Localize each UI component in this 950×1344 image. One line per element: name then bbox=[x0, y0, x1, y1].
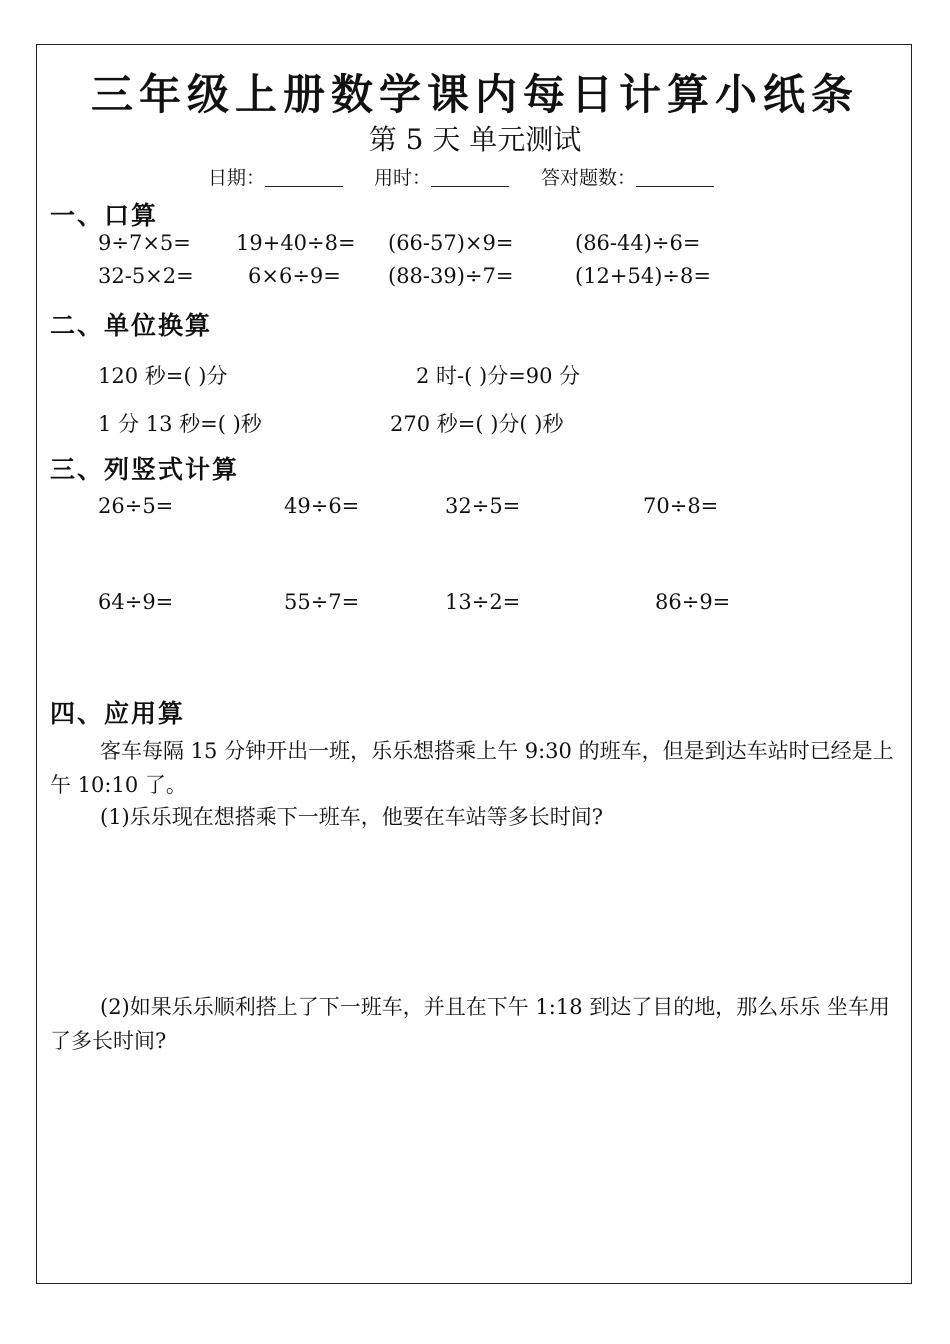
oral-item: (86-44)÷6= bbox=[575, 231, 701, 255]
page-subtitle: 第 5 天 单元测试 bbox=[368, 123, 582, 156]
conversion-item: 270 秒=( )分( )秒 bbox=[390, 412, 564, 436]
date-blank[interactable] bbox=[265, 168, 343, 187]
oral-item: 9÷7×5= bbox=[98, 231, 191, 255]
vertical-calc-item: 64÷9= bbox=[98, 590, 174, 614]
section-heading-vertical-calc: 三、列竖式计算 bbox=[50, 455, 240, 484]
conversion-item: 1 分 13 秒=( )秒 bbox=[98, 412, 262, 436]
conversion-item: 120 秒=( )分 bbox=[98, 364, 228, 388]
section-heading-unit-conversion: 二、单位换算 bbox=[50, 311, 213, 340]
correct-count-label: 答对题数： bbox=[541, 167, 637, 189]
time-label: 用时： bbox=[374, 167, 432, 189]
correct-count-field bbox=[541, 163, 714, 190]
page-title: 三年级上册数学课内每日计算小纸条 bbox=[90, 70, 859, 119]
vertical-calc-item: 70÷8= bbox=[643, 494, 719, 518]
section-heading-oral: 一、口算 bbox=[50, 201, 159, 230]
section-heading-word-problems: 四、应用算 bbox=[50, 699, 186, 728]
word-problem-question-2: (2)如果乐乐顺利搭上了下一班车，并且在下午 1:18 到达了目的地，那么乐乐 坐车用了多长时间? bbox=[50, 995, 890, 1053]
time-field bbox=[374, 163, 509, 190]
vertical-calc-item: 49÷6= bbox=[284, 494, 360, 518]
oral-item: 19+40÷8= bbox=[236, 231, 356, 255]
word-problem-text: 客车每隔 15 分钟开出一班，乐乐想搭乘上午 9:30 的班车，但是到达车站时已经是上午 10:10 了。 bbox=[50, 739, 894, 797]
time-blank[interactable] bbox=[431, 168, 509, 187]
correct-count-blank[interactable] bbox=[636, 168, 714, 187]
vertical-calc-item: 86÷9= bbox=[655, 590, 731, 614]
word-problem-question-1: (1)乐乐现在想搭乘下一班车，他要在车站等多长时间? bbox=[100, 805, 604, 829]
oral-item: (12+54)÷8= bbox=[575, 264, 711, 288]
vertical-calc-item: 26÷5= bbox=[98, 494, 174, 518]
conversion-item: 2 时-( )分=90 分 bbox=[416, 364, 581, 388]
vertical-calc-item: 13÷2= bbox=[445, 590, 521, 614]
worksheet-border bbox=[36, 44, 912, 1284]
vertical-calc-item: 55÷7= bbox=[284, 590, 360, 614]
date-field bbox=[208, 163, 343, 190]
oral-item: (66-57)×9= bbox=[388, 231, 514, 255]
oral-item: 6×6÷9= bbox=[248, 264, 341, 288]
date-label: 日期： bbox=[208, 167, 266, 189]
vertical-calc-item: 32÷5= bbox=[445, 494, 521, 518]
oral-item: 32-5×2= bbox=[98, 264, 194, 288]
oral-item: (88-39)÷7= bbox=[388, 264, 514, 288]
